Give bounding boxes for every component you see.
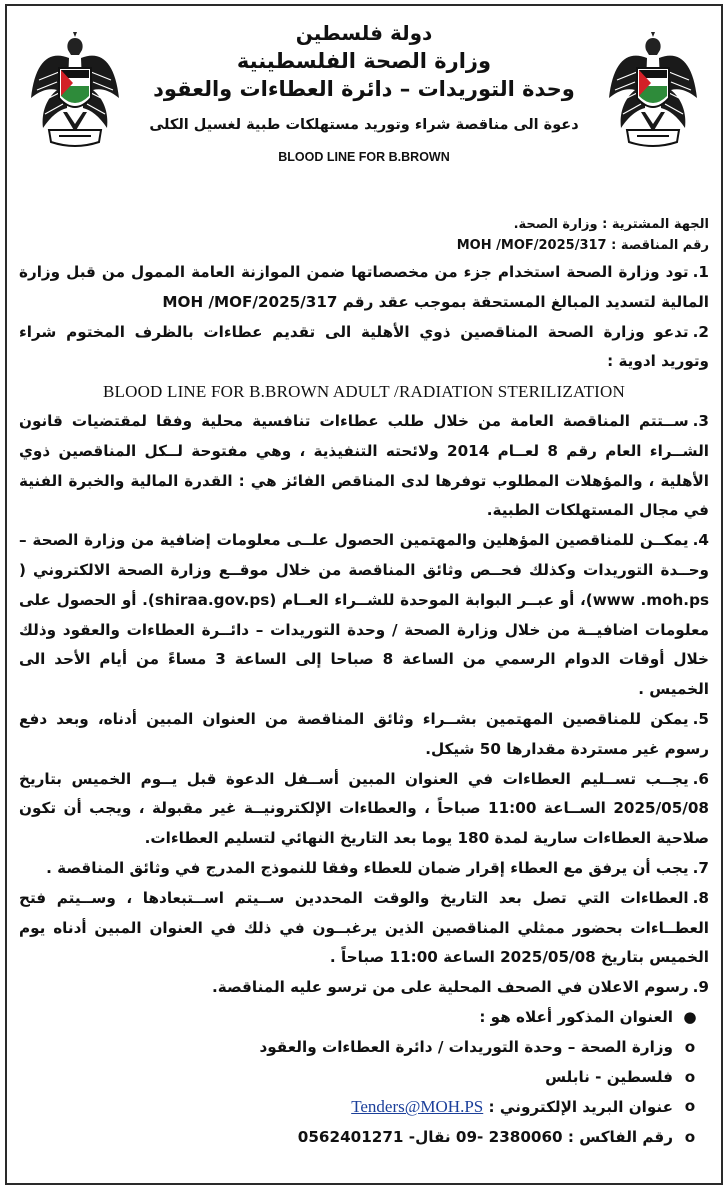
address-title: [19, 1003, 699, 1033]
fax-text: رقم الفاكس : 2380060 -09 نقال- 0562401271: [297, 1128, 673, 1147]
circle-bullet-icon: o: [684, 1037, 696, 1056]
eagle-emblem-icon: [29, 28, 121, 163]
clause-number: 9.: [692, 978, 709, 997]
circle-bullet-icon: o: [684, 1097, 696, 1116]
address-title-text: العنوان المذكور أعلاه هو :: [479, 1007, 673, 1026]
bullet-icon: ●: [683, 1007, 697, 1026]
clause-6: [19, 765, 709, 854]
clause-text: يجب أن يرفق مع العطاء إقرار ضمان للعطاء وفقا للنموذج المدرج في وثائق المناقصة .: [46, 858, 689, 877]
clause-text: تدعو وزارة الصحة المناقصين ذوي الأهلية الى تقديم عطاءات بالظرف المختوم شراء وتوريد ادوية :: [19, 322, 709, 371]
address-line-ministry: [19, 1033, 699, 1063]
state-title: دولة فلسطين: [295, 21, 433, 45]
clause-8: [19, 884, 709, 973]
clause-text: رسوم الاعلان في الصحف المحلية على من ترسو عليه المناقصة.: [211, 978, 689, 997]
clause-4: [19, 526, 709, 705]
clause-text: يمكن للمناقصين المهتمين بشــراء وثائق المناقصة من العنوان المبين أدناه، وبعد دفع رسوم غير مستردة مقدارها 50 شيكل.: [19, 709, 709, 758]
circle-bullet-icon: o: [684, 1128, 696, 1147]
tender-meta: [19, 214, 709, 257]
email-link[interactable]: Tenders@MOH.PS: [351, 1097, 484, 1117]
clause-number: 3.: [692, 411, 709, 430]
palestine-eagle-emblem-right: [607, 28, 699, 163]
address-line-email: [19, 1092, 699, 1123]
clause-text: تود وزارة الصحة استخدام جزء من مخصصاتها ضمن الموازنة العامة الممول من قبل وزارة المالية لتسديد المبالغ المستحقة بموجب عقد رقم MOH /MOF/2025/317: [19, 263, 709, 311]
clause-text: العطاءات التي تصل بعد التاريخ والوقت المحددين ســيتم اســتبعادها ، وســيتم فتح العطــاءات بحضور ممثلي المناقصين الذين يرغبــون في ذلك في العنوان المبين أدناه يوم الخميس بتاريخ 2025/05/08 الساعة 11:00 صباحاً .: [19, 888, 709, 967]
invitation-title: دعوة الى مناقصة شراء وتوريد مستهلكات طبية لغسيل الكلى: [149, 116, 579, 133]
clause-3: [19, 407, 709, 526]
clause-number: 2.: [692, 322, 709, 341]
clause-9: [19, 973, 709, 1003]
clause-text: يجــب تســليم العطاءات في العنوان المبين أســفل الدعوة قبل يــوم الخميس بتاريخ 2025/05/08 الســاعة 11:00 صباحاً ، والعطاءات الإلكترونيــة غير مقبولة ، ويجب أن تكون صلاحية العطاءات سارية لمدة 180 يوما بعد التاريخ النهائي لتسليم العطاءات.: [19, 769, 709, 848]
clause-number: 8.: [692, 888, 709, 907]
buyer-line: الجهة المشترية : وزارة الصحة.: [513, 217, 709, 232]
address-line-fax: [19, 1123, 699, 1153]
clause-number: 4.: [692, 531, 709, 550]
address-line-text: فلسطين - نابلس: [545, 1067, 673, 1086]
sterilization-line: BLOOD LINE FOR B.BROWN ADULT /RADIATION STERILIZATION: [102, 382, 625, 402]
clause-number: 5.: [692, 709, 709, 728]
clause-text: ســتتم المناقصة العامة من خلال طلب عطاءات تنافسية محلية وفقا لمقتضيات قانون الشــراء العام رقم 8 لعــام 2014 ولائحته التنفيذية ، وهي مفتوحة لــكل المناقصين ذوي الأهلية ، والمؤهلات المطلوب توفرها لدى المناقص الفائز هي : القدرة المالية والخبرة الفنية في مجال المستهلكات الطبية.: [19, 411, 709, 520]
tender-number-label: رقم المناقصة :: [611, 238, 709, 254]
address-line-city: [19, 1063, 699, 1093]
header: [137, 20, 591, 166]
clause-5: [19, 705, 709, 765]
product-title: BLOOD LINE FOR B.BROWN: [278, 150, 450, 165]
palestine-eagle-emblem-left: [29, 28, 121, 163]
clause-2: [19, 318, 709, 378]
eagle-emblem-icon: [607, 28, 699, 163]
address-line-text: وزارة الصحة – وحدة التوريدات / دائرة العطاءات والعقود: [259, 1037, 673, 1056]
clause-number: 7.: [692, 858, 709, 877]
email-label: عنوان البريد الإلكتروني :: [488, 1098, 673, 1117]
tender-number-value: MOH /MOF/2025/317: [456, 238, 607, 254]
tender-number-line: [19, 235, 709, 256]
tender-body: [19, 258, 709, 1153]
clause-number: 6.: [692, 769, 709, 788]
ministry-title: وزارة الصحة الفلسطينية: [236, 49, 492, 73]
unit-title: وحدة التوريدات – دائرة العطاءات والعقود: [153, 77, 575, 102]
circle-bullet-icon: o: [684, 1067, 696, 1086]
clause-number: 1.: [692, 263, 709, 281]
clause-text: يمكــن للمناقصين المؤهلين والمهتمين الحصول علــى معلومات إضافية من وزارة الصحة – وحــدة التوريدات وكذلك فحــص وثائق المناقصة من خلال موقــع وزارة الصحة الالكتروني ( www .moh.ps)، أو عبــر البوابة الموحدة للشــراء العــام (shiraa.gov.ps). أو الحصول على معلومات اضافيــة من خلال وزارة الصحة / وحدة التوريدات – دائــرة العطاءات والعقود وذلك خلال أوقات الدوام الرسمي من الساعة 8 صباحا إلى الساعة 3 مساءً من أيام الأحد الى الخميس .: [19, 531, 709, 699]
address-list: [19, 1003, 709, 1153]
clause-7: [19, 854, 709, 884]
tender-announcement: [5, 4, 723, 1185]
clause-1: [19, 258, 709, 318]
